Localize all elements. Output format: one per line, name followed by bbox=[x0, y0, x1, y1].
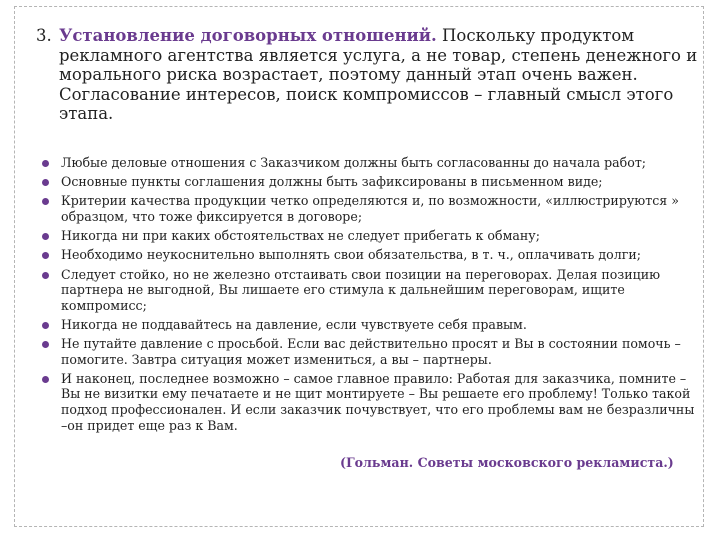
source-citation: (Гольман. Советы московского рекламиста.) bbox=[340, 455, 674, 470]
list-item-text: Никогда ни при каких обстоятельствах не следует прибегать к обману; bbox=[61, 228, 540, 244]
bullet-icon bbox=[42, 160, 49, 167]
list-item bbox=[42, 371, 702, 433]
list-item-text: Основные пункты соглашения должны быть зафиксированы в письменном виде; bbox=[61, 174, 603, 190]
list-item-text: Не путайте давление с просьбой. Если вас действительно просят и Вы в состоянии помочь – помогите. Завтра ситуация может измениться, а вы – партнеры. bbox=[61, 336, 681, 367]
list-item-text: И наконец, последнее возможно – самое главное правило: Работая для заказчика, помните – Вы не визитки ему печатаете и не щит монтируете – Вы решаете его проблему! Только такой подход профессионален. И если заказчик почувствует, что его проблемы вам не безразличны –он придет еще раз к Вам. bbox=[61, 370, 695, 433]
intro-paragraph bbox=[36, 26, 704, 124]
list-item bbox=[42, 174, 702, 190]
intro-heading: Установление договорных отношений. bbox=[59, 26, 437, 45]
list-item-text: Никогда не поддавайтесь на давление, если чувствуете себя правым. bbox=[61, 316, 527, 332]
list-item bbox=[42, 317, 702, 333]
list-item bbox=[42, 267, 702, 314]
rules-list bbox=[42, 155, 702, 437]
bullet-icon bbox=[42, 198, 49, 205]
bullet-icon bbox=[42, 322, 49, 329]
intro-number: 3. bbox=[36, 26, 52, 45]
bullet-icon bbox=[42, 179, 49, 186]
intro-body bbox=[44, 26, 704, 124]
list-item-text: Критерии качества продукции четко определяются и, по возможности, «иллюстрируются » образцом, что тоже фиксируется в договоре; bbox=[61, 193, 679, 224]
bullet-icon bbox=[42, 376, 49, 383]
bullet-icon bbox=[42, 252, 49, 259]
list-item bbox=[42, 228, 702, 244]
list-item-text: Следует стойко, но не железно отстаивать свои позиции на переговорах. Делая позицию партнера не выгодной, Вы лишаете его стимула к дальнейшим переговорам, ищите компромисс; bbox=[61, 266, 661, 313]
bullet-icon bbox=[42, 341, 49, 348]
list-item-text: Необходимо неукоснительно выполнять свои обязательства, в т. ч., оплачивать долги; bbox=[61, 247, 641, 263]
list-item bbox=[42, 193, 702, 224]
bullet-icon bbox=[42, 272, 49, 279]
list-item-text: Любые деловые отношения с Заказчиком должны быть согласованны до начала работ; bbox=[61, 155, 647, 170]
bullet-icon bbox=[42, 233, 49, 240]
list-item bbox=[42, 247, 702, 263]
intro-text: Поскольку продуктом рекламного агентства является услуга, а не товар, степень денежного и морального риска возрастает, поэтому данный этап очень важен. Согласование интересов, поиск компромиссов – главный смысл этого этапа. bbox=[59, 26, 698, 123]
list-item bbox=[42, 336, 702, 367]
list-item bbox=[42, 155, 702, 171]
